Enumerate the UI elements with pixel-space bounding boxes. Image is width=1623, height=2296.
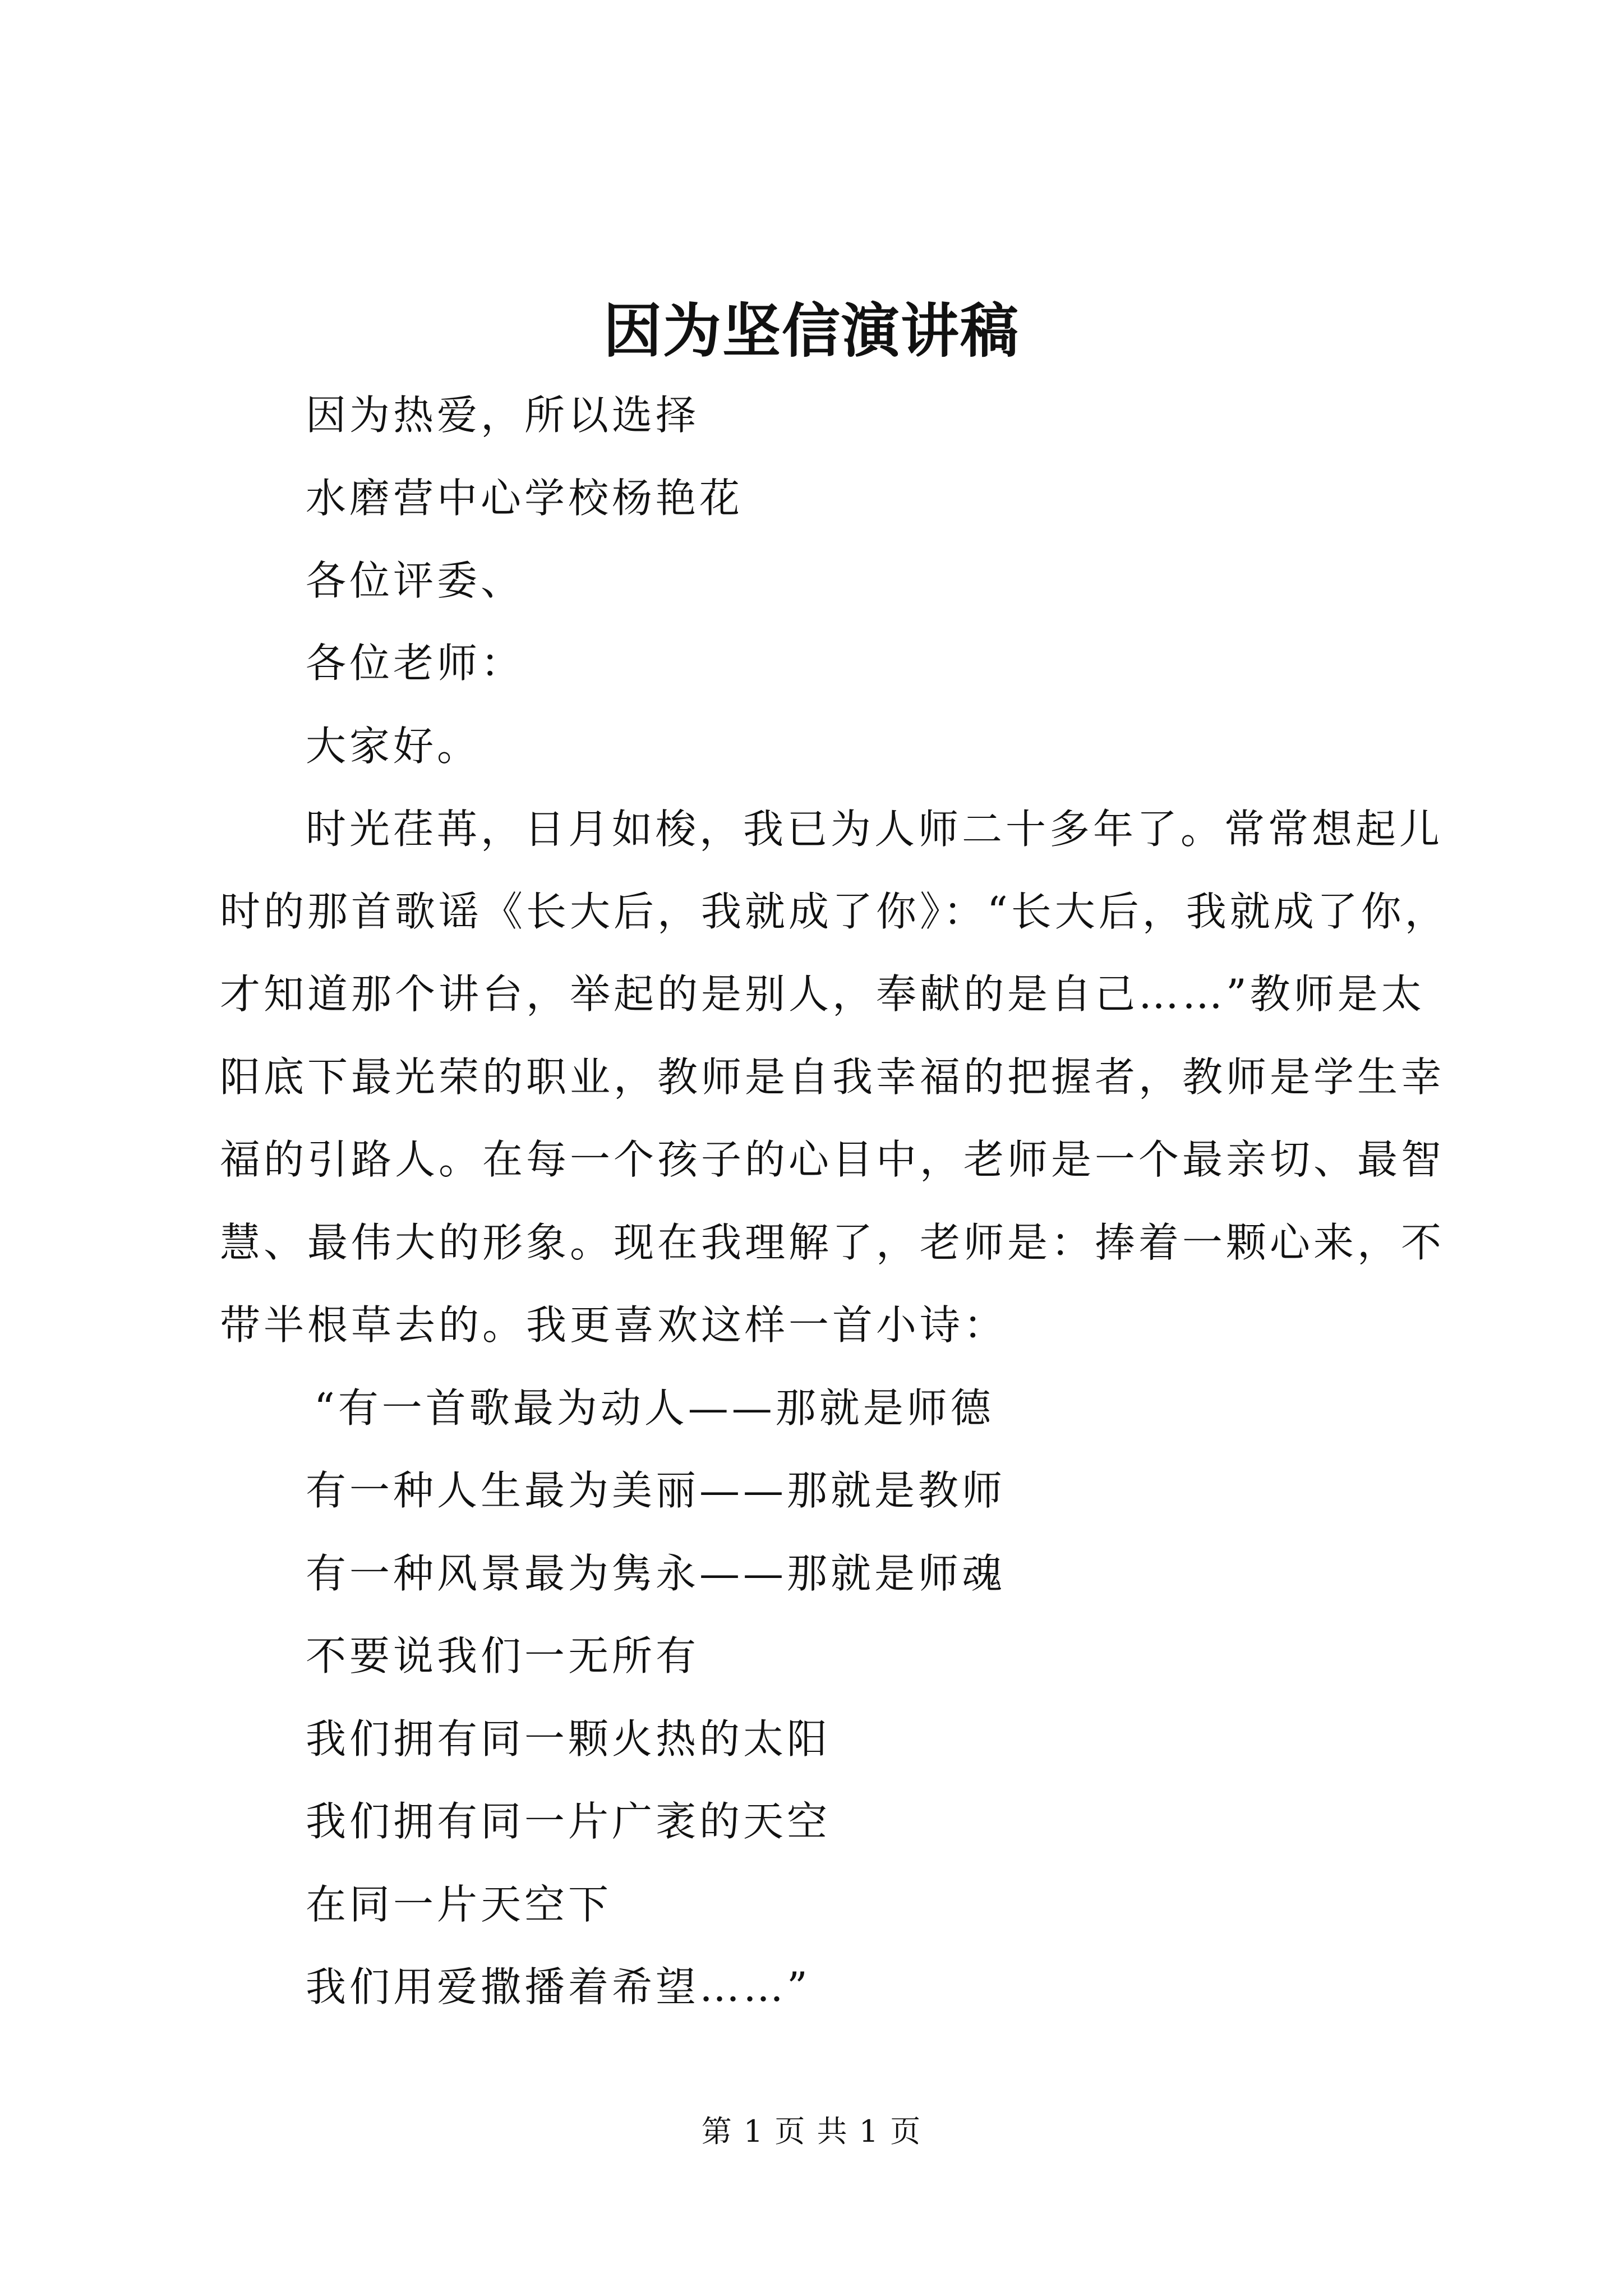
document-title: 因为坚信演讲稿 bbox=[603, 296, 1020, 365]
salutation-line: 各位评委、 bbox=[306, 557, 525, 604]
poem-line: 我们用爱撒播着希望……” bbox=[306, 1963, 811, 2010]
poem-line: 我们拥有同一片广袤的天空 bbox=[306, 1798, 831, 1845]
poem-line: 不要说我们一无所有 bbox=[306, 1632, 700, 1680]
salutation-line: 各位老师： bbox=[306, 639, 525, 687]
paragraph-line: 福的引路人。在每一个孩子的心目中，老师是一个最亲切、最智 bbox=[220, 1136, 1445, 1183]
author-line: 水磨营中心学校杨艳花 bbox=[306, 475, 744, 522]
subtitle-line: 因为热爱，所以选择 bbox=[306, 392, 700, 439]
page-footer: 第 1 页 共 1 页 bbox=[701, 2114, 922, 2149]
poem-line: “有一首歌最为动人——那就是师德 bbox=[314, 1384, 994, 1432]
paragraph-line: 才知道那个讲台，举起的是别人，奉献的是自己……”教师是太 bbox=[220, 970, 1425, 1018]
poem-line: 有一种人生最为美丽——那就是教师 bbox=[306, 1467, 1006, 1514]
paragraph-line: 慧、最伟大的形象。现在我理解了，老师是：捧着一颗心来，不 bbox=[220, 1219, 1445, 1266]
paragraph-line: 时的那首歌谣《长大后，我就成了你》：“长大后，我就成了你， bbox=[220, 888, 1449, 935]
poem-line: 有一种风景最为隽永——那就是师魂 bbox=[306, 1550, 1006, 1597]
greeting-line: 大家好。 bbox=[306, 723, 481, 770]
poem-line: 在同一片天空下 bbox=[306, 1881, 612, 1928]
poem-line: 我们拥有同一颗火热的太阳 bbox=[306, 1715, 831, 1763]
paragraph-line: 带半根草去的。我更喜欢这样一首小诗： bbox=[220, 1301, 1008, 1349]
paragraph-line: 阳底下最光荣的职业，教师是自我幸福的把握者，教师是学生幸 bbox=[220, 1053, 1445, 1101]
paragraph-line: 时光荏苒，日月如梭，我已为人师二十多年了。常常想起儿 bbox=[306, 806, 1444, 853]
